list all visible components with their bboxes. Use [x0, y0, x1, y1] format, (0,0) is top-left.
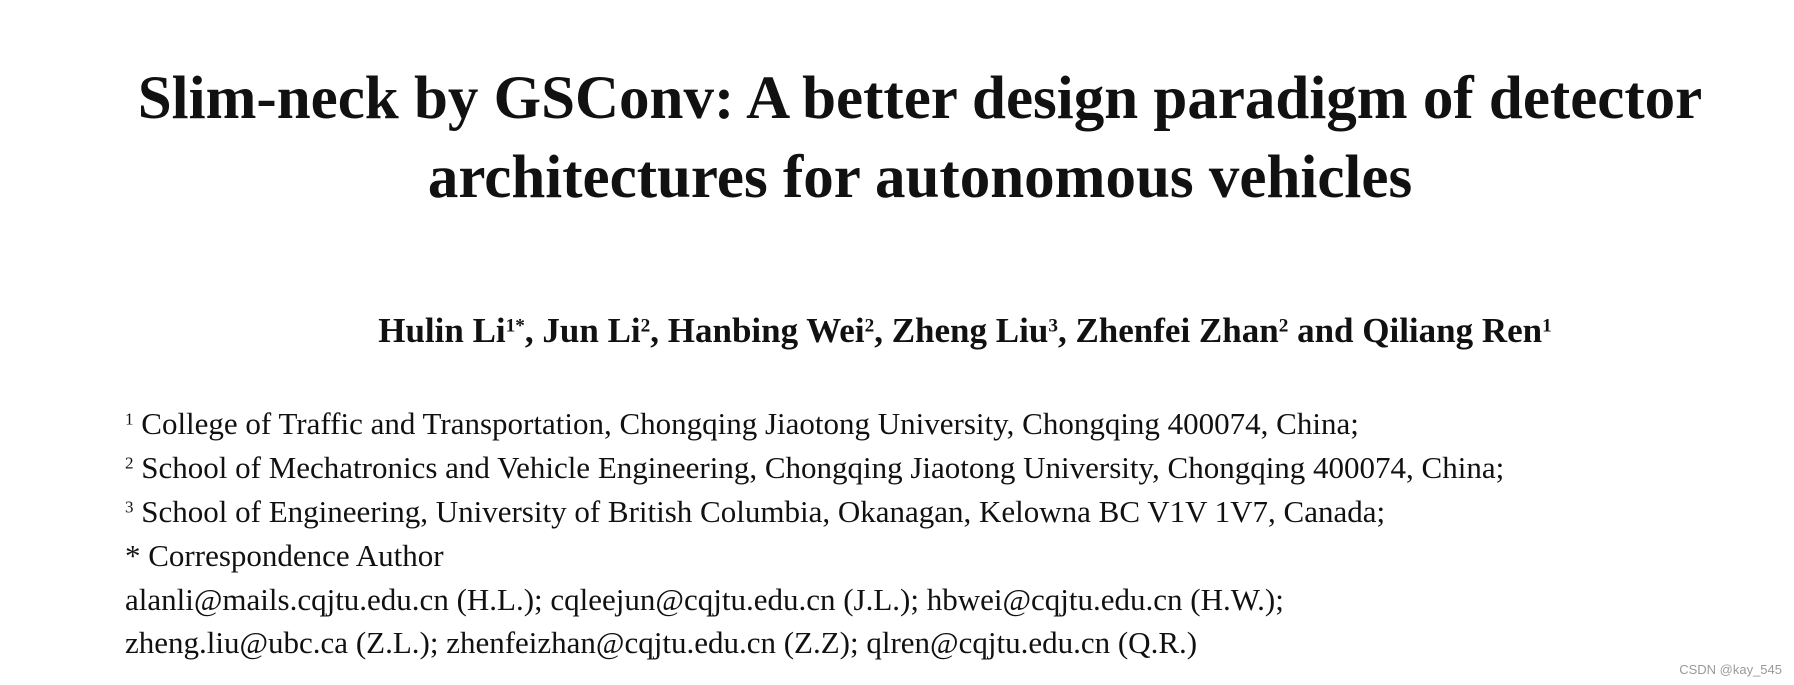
- author-emails-line-2: zheng.liu@ubc.ca (Z.L.); zhenfeizhan@cqjtu.edu.cn (Z.Z); qlren@cqjtu.edu.cn (Q.R.): [125, 625, 1198, 660]
- affiliation-mark: 1: [125, 409, 134, 429]
- affiliation-mark: 2: [125, 453, 134, 473]
- author-separator: and: [1288, 311, 1363, 350]
- affiliation-mark: 3: [125, 497, 134, 517]
- paper-title-line-1: Slim-neck by GSConv: A better design paradigm of detector: [137, 65, 1703, 132]
- author-affiliation-mark: 1*: [505, 315, 525, 337]
- author-affiliation-mark: 2: [1278, 315, 1289, 337]
- author-affiliation-mark: 2: [640, 315, 651, 337]
- paper-title-line-2: architectures for autonomous vehicles: [427, 144, 1413, 211]
- author-separator: ,: [874, 311, 892, 350]
- author-name: Hanbing Wei: [667, 311, 865, 350]
- watermark: CSDN @kay_545: [1679, 662, 1782, 677]
- correspondence-note: * Correspondence Author: [125, 538, 444, 573]
- affiliation-text: College of Traffic and Transportation, Chongqing Jiaotong University, Chongqing 400074, China;: [141, 406, 1359, 441]
- affiliation-text: School of Mechatronics and Vehicle Engineering, Chongqing Jiaotong University, Chongqing 400074, China;: [133, 450, 1505, 485]
- author-name: Hulin Li: [378, 311, 506, 350]
- affiliation-2: [125, 448, 1504, 488]
- author-affiliation-mark: 3: [1048, 315, 1058, 337]
- affiliation-3: [125, 492, 1385, 532]
- author-name: Qiliang Ren: [1362, 311, 1543, 350]
- affiliation-1: [125, 404, 1359, 444]
- author-affiliation-mark: 2: [864, 315, 875, 337]
- author-emails-line-1: alanli@mails.cqjtu.edu.cn (H.L.); cqleejun@cqjtu.edu.cn (J.L.); hbwei@cqjtu.edu.cn (H.W.);: [125, 582, 1284, 617]
- author-separator: ,: [650, 311, 668, 350]
- author-name: Zhenfei Zhan: [1075, 311, 1279, 350]
- author-name: Jun Li: [542, 311, 641, 350]
- author-list: [200, 309, 1730, 353]
- author-name: Zheng Liu: [891, 311, 1049, 350]
- affiliation-text: School of Engineering, University of British Columbia, Okanagan, Kelowna BC V1V 1V7, Canada;: [133, 494, 1386, 529]
- author-separator: ,: [1057, 311, 1076, 350]
- author-separator: ,: [524, 311, 543, 350]
- author-affiliation-mark: 1: [1542, 315, 1552, 337]
